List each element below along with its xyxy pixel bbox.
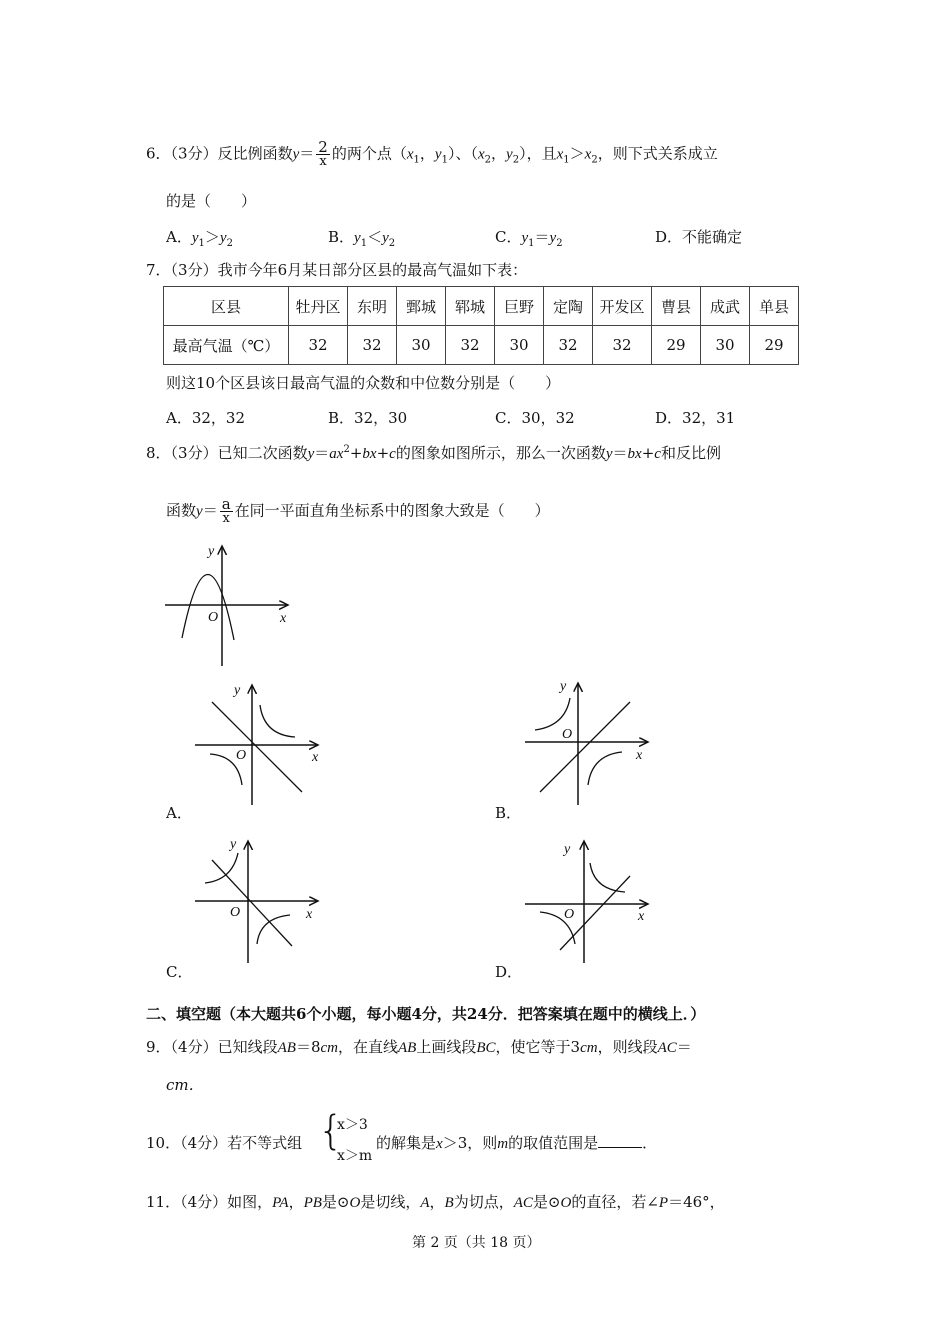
svg-text:O: O	[236, 748, 247, 763]
page-footer: 第 2 页（共 18 页）	[412, 1235, 541, 1251]
option-c-label[interactable]: C．	[166, 963, 193, 981]
option-d-label[interactable]: D．	[495, 963, 523, 981]
option-d-graph	[520, 838, 660, 968]
svg-text:O: O	[564, 907, 575, 922]
svg-text:y: y	[208, 544, 215, 559]
q9-line2: cm．	[166, 1076, 204, 1094]
option-a-graph	[190, 680, 330, 810]
q6-score: （3分）	[170, 144, 218, 163]
question-8-line1: 8．（3分）已知二次函数$y=ax^2+bx+c$的图象如图所示，那么一次函数y＝bx+c和反比例	[146, 444, 721, 462]
svg-text:y: y	[230, 837, 237, 852]
q7-option-a[interactable]: A．32，32	[166, 409, 246, 427]
inequality-2: x＞m	[337, 1148, 373, 1164]
svg-text:x: x	[312, 750, 319, 765]
question-6-line1: 6．（3分）反比例函数y＝ $\frac{2}{x}$ 的两个点（$x_1$，$y_1$）、（$x_2$，$y_2$），且$x_1>x_2$，则下式关系成立	[146, 138, 718, 169]
answer-blank[interactable]	[598, 1133, 642, 1148]
question-10-suffix: 的解集是x＞3，则m的取值范围是 ．	[376, 1134, 658, 1152]
q6-line2: 的是（ ）	[166, 192, 257, 210]
svg-text:x: x	[306, 907, 313, 922]
svg-text:y: y	[564, 842, 571, 857]
q6-option-b[interactable]: B．$y_1<y_2$	[328, 228, 396, 249]
option-b-label[interactable]: B．	[495, 804, 522, 822]
svg-text:x: x	[638, 909, 645, 924]
q6-fraction: $\frac{2}{x}$	[318, 138, 328, 169]
question-11-line1: 11．（4分）如图，PA，PB是⊙O是切线，A，B为切点，AC是⊙O的直径，若∠P＝46°，	[146, 1193, 725, 1211]
q7-option-c[interactable]: C．30，32	[495, 409, 575, 427]
inequality-1: x＞3	[337, 1117, 368, 1133]
parabola-graph	[160, 540, 300, 670]
q6-option-d[interactable]: D．不能确定	[655, 228, 743, 246]
table-row: 区县 牡丹区 东明 鄄城 郓城 巨野 定陶 开发区 曹县 成武 单县	[164, 287, 799, 326]
q6-text: 反比例函数	[217, 144, 293, 163]
temperature-table	[163, 286, 799, 365]
svg-text:O: O	[230, 905, 241, 920]
svg-text:x: x	[280, 611, 287, 626]
option-b-graph	[520, 680, 660, 810]
svg-text:y: y	[234, 683, 241, 698]
q8-fraction: $\frac{a}{x}$	[221, 495, 231, 526]
option-a-label[interactable]: A．	[166, 804, 192, 822]
svg-text:O: O	[208, 610, 219, 625]
q6-number: 6．	[146, 144, 171, 163]
q7-option-d[interactable]: D．32，31	[655, 409, 736, 427]
q7-question: 则这10个区县该日最高气温的众数和中位数分别是（ ）	[166, 374, 561, 392]
q7-option-b[interactable]: B．32，30	[328, 409, 408, 427]
question-9-line1: 9．（4分）已知线段AB＝8cm，在直线AB上画线段BC，使它等于3cm，则线段AC＝	[146, 1038, 692, 1056]
table-row: 最高气温（℃） 32 32 30 32 30 32 32 29 30 29	[164, 326, 799, 365]
question-7-line1: 7．（3分）我市今年6月某日部分区县的最高气温如下表：	[146, 261, 528, 279]
q6-option-c[interactable]: C．$y_1=y_2$	[495, 228, 563, 249]
section-2-heading: 二、填空题（本大题共6个小题，每小题4分，共24分．把答案填在题中的横线上．）	[146, 1005, 706, 1023]
q6-option-a[interactable]: A．$y_1>y_2$	[166, 228, 233, 249]
svg-text:y: y	[560, 679, 567, 694]
svg-text:O: O	[562, 727, 573, 742]
q8-line2: 函数y＝ $\frac{a}{x}$ 在同一平面直角坐标系中的图象大致是（ ）	[166, 495, 550, 526]
option-c-graph	[190, 838, 330, 968]
svg-text:x: x	[636, 748, 643, 763]
left-brace: {	[318, 1108, 344, 1154]
question-10-prefix: 10．（4分）若不等式组	[146, 1134, 303, 1152]
